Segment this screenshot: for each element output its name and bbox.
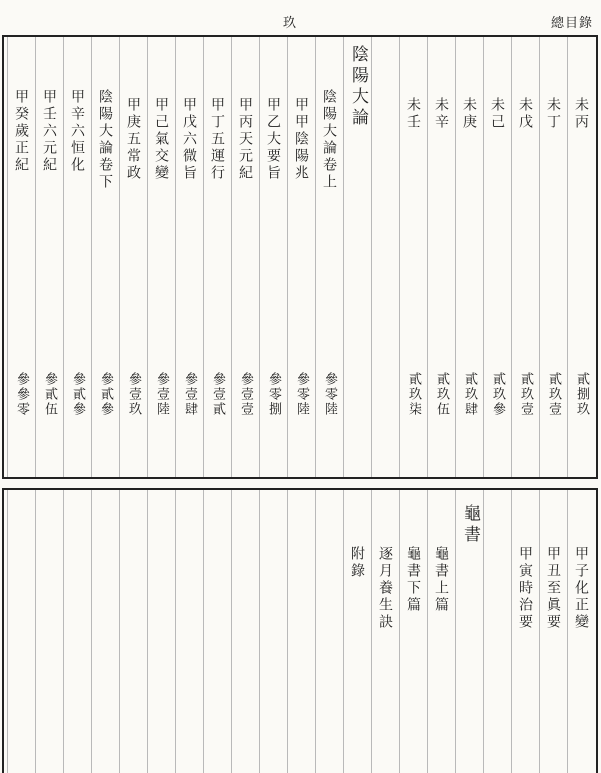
toc-top-panel [2, 35, 598, 479]
toc-entry [399, 37, 428, 477]
page-header-title: 總目錄 [550, 16, 593, 31]
toc-entry [399, 490, 428, 773]
toc-spacer [371, 37, 400, 477]
entry-title: 甲子化正變 [573, 546, 589, 631]
toc-entry [175, 37, 204, 477]
entry-title: 附錄 [349, 546, 365, 580]
entry-page: 參貳參 [98, 372, 113, 417]
toc-entry [35, 37, 64, 477]
toc-spacer [259, 490, 288, 773]
toc-entry [539, 37, 568, 477]
entry-title: 甲辛六恒化 [69, 89, 85, 174]
toc-entry [371, 490, 400, 773]
toc-spacer [175, 490, 204, 773]
entry-title: 龜書下篇 [405, 546, 421, 614]
entry-page: 貳玖柒 [406, 372, 421, 417]
toc-entry [567, 37, 596, 477]
entry-page: 貳玖壹 [546, 372, 561, 417]
entry-page: 貳玖伍 [434, 372, 449, 417]
entry-title: 甲丁五運行 [209, 97, 225, 182]
page-header-center: 玖 [283, 16, 297, 31]
toc-entry [539, 490, 568, 773]
entry-page: 貳捌玖 [574, 372, 589, 417]
entry-title: 甲癸歲正紀 [13, 89, 29, 174]
toc-entry [427, 490, 456, 773]
toc-spacer [119, 490, 148, 773]
toc-spacer [91, 490, 120, 773]
entry-page: 貳玖壹 [518, 372, 533, 417]
entry-title: 甲乙大要旨 [265, 97, 281, 182]
toc-spacer [231, 490, 260, 773]
toc-spacer [287, 490, 316, 773]
toc-section-heading [343, 37, 372, 477]
toc-section-heading [455, 490, 484, 773]
entry-page: 貳玖肆 [462, 372, 477, 417]
section-title: 龜書 [460, 504, 480, 546]
toc-entry [483, 37, 512, 477]
entry-page: 參零陸 [322, 372, 337, 417]
entry-page: 參貳參 [70, 372, 85, 417]
toc-spacer [35, 490, 64, 773]
entry-page: 參壹肆 [182, 372, 197, 417]
toc-entry [7, 37, 36, 477]
entry-title: 甲庚五常政 [125, 97, 141, 182]
entry-page: 參零捌 [266, 372, 281, 417]
entry-title: 甲丑至眞要 [545, 546, 561, 631]
toc-bottom-panel [2, 488, 598, 773]
toc-entry [259, 37, 288, 477]
toc-spacer [315, 490, 344, 773]
toc-entry [567, 490, 596, 773]
entry-page: 參壹壹 [238, 372, 253, 417]
entry-title: 未戊 [517, 97, 533, 131]
toc-entry [511, 490, 540, 773]
toc-entry [63, 37, 92, 477]
entry-title: 未己 [489, 97, 505, 131]
section-title: 陰陽大論 [348, 45, 368, 129]
entry-title: 未辛 [433, 97, 449, 131]
entry-page: 貳玖參 [490, 372, 505, 417]
toc-entry [287, 37, 316, 477]
entry-title: 逐月養生訣 [377, 546, 393, 631]
entry-title: 未丙 [573, 97, 589, 131]
entry-page: 參貳伍 [42, 372, 57, 417]
toc-spacer [63, 490, 92, 773]
entry-title: 未丁 [545, 97, 561, 131]
entry-title: 甲丙天元紀 [237, 97, 253, 182]
toc-entry [147, 37, 176, 477]
entry-page: 參參零 [14, 372, 29, 417]
entry-title: 陰陽大論卷下 [97, 89, 113, 191]
entry-title: 甲甲陰陽兆 [293, 97, 309, 182]
toc-spacer [203, 490, 232, 773]
entry-title: 甲戊六微旨 [181, 97, 197, 182]
entry-page: 參壹玖 [126, 372, 141, 417]
toc-spacer [7, 490, 36, 773]
toc-entry [511, 37, 540, 477]
entry-title: 甲壬六元紀 [41, 89, 57, 174]
toc-entry [427, 37, 456, 477]
toc-entry [91, 37, 120, 477]
entry-title: 甲己氣交變 [153, 97, 169, 182]
toc-entry [231, 37, 260, 477]
toc-entry [203, 37, 232, 477]
toc-entry [455, 37, 484, 477]
toc-entry [119, 37, 148, 477]
entry-page: 參壹貳 [210, 372, 225, 417]
entry-title: 龜書上篇 [433, 546, 449, 614]
toc-entry [343, 490, 372, 773]
toc-spacer [483, 490, 512, 773]
entry-title: 未壬 [405, 97, 421, 131]
entry-title: 甲寅時治要 [517, 546, 533, 631]
entry-title: 未庚 [461, 97, 477, 131]
entry-title: 陰陽大論卷上 [321, 89, 337, 191]
entry-page: 參壹陸 [154, 372, 169, 417]
entry-page: 參零陸 [294, 372, 309, 417]
toc-spacer [147, 490, 176, 773]
toc-entry [315, 37, 344, 477]
